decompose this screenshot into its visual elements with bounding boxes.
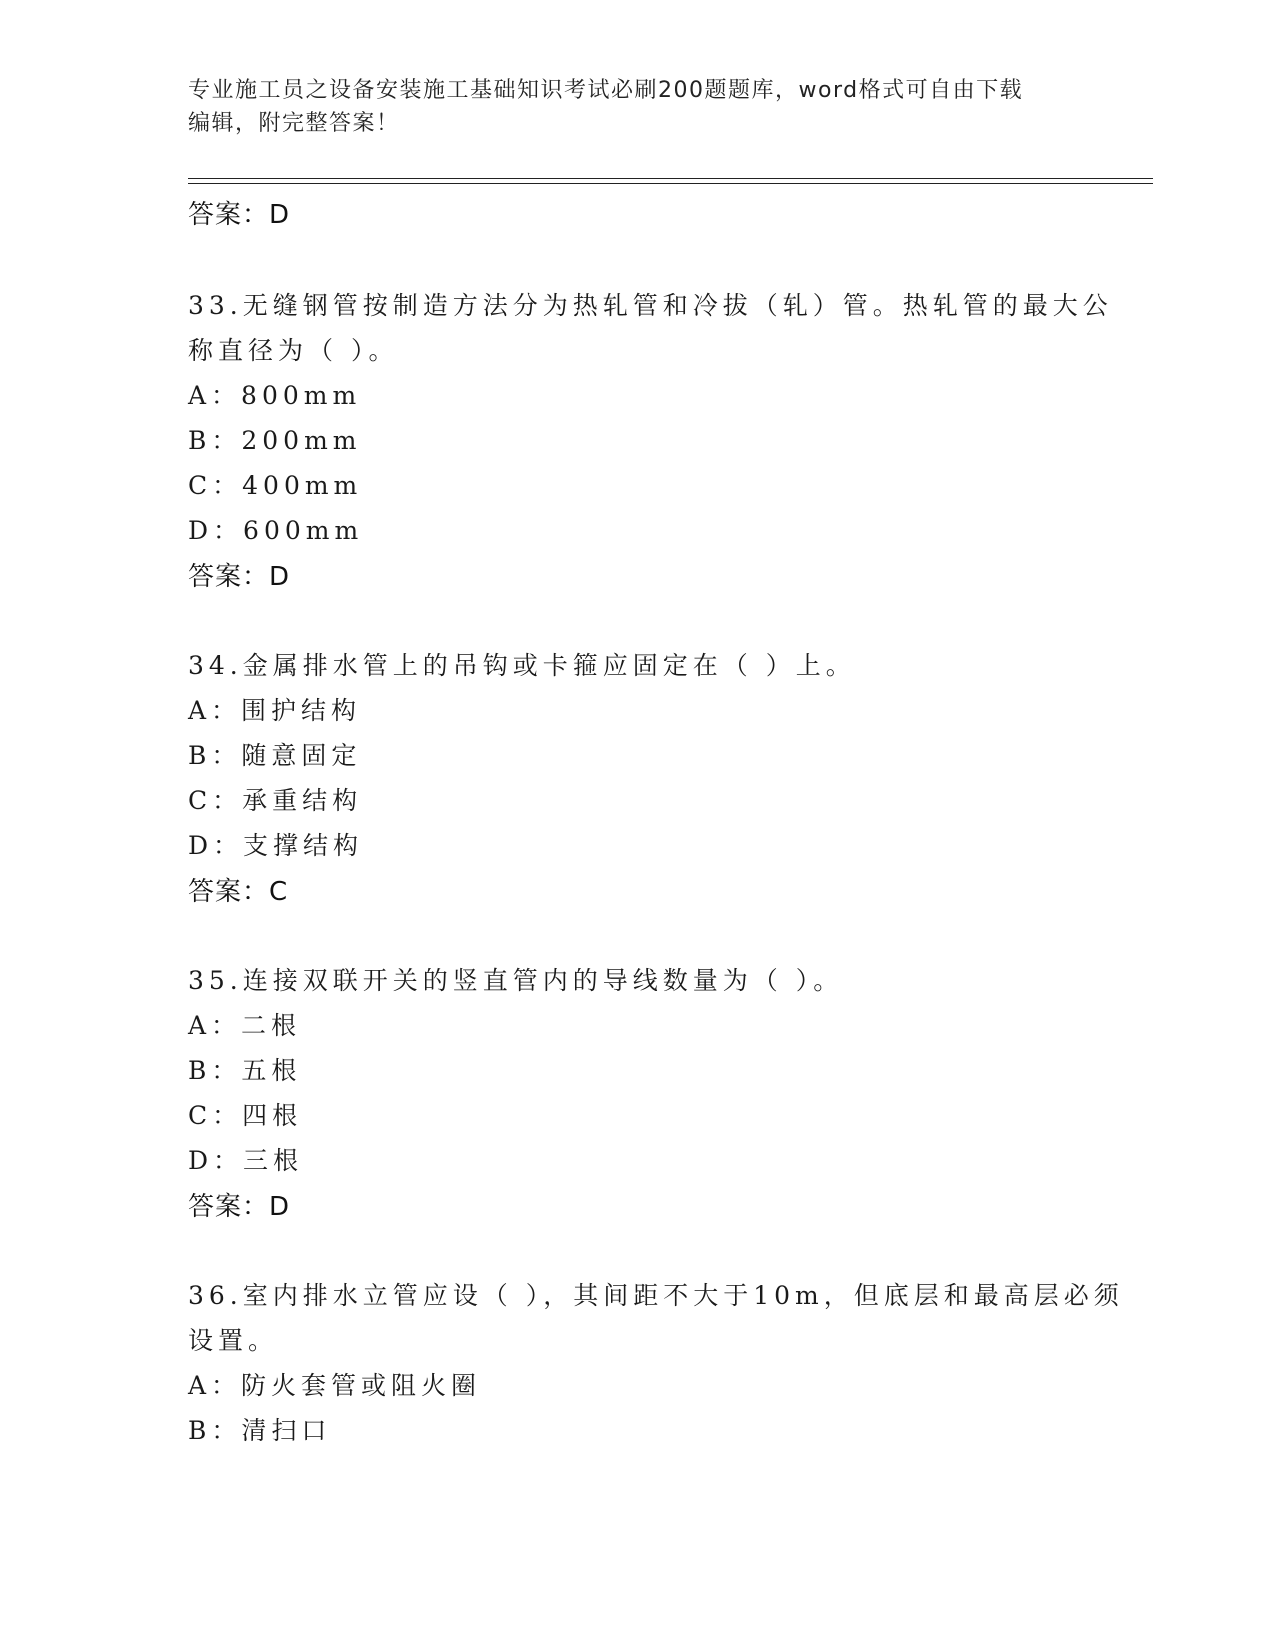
header-divider-top xyxy=(188,178,1153,179)
option-d: D：支撑结构 xyxy=(188,831,364,860)
answer-label: 答案：D xyxy=(188,200,291,230)
option-a: A：围护结构 xyxy=(188,696,362,725)
option-b: B：200mm xyxy=(188,426,362,455)
answer-label: 答案：C xyxy=(188,877,289,907)
question-stem: 33.无缝钢管按制造方法分为热轧管和冷拔（轧）管。热轧管的最大公 xyxy=(188,291,1113,320)
option-a: A：防火套管或阻火圈 xyxy=(188,1371,482,1400)
header-line-1: 专业施工员之设备安装施工基础知识考试必刷200题题库，word格式可自由下载 xyxy=(188,78,1024,103)
option-c: C：400mm xyxy=(188,471,363,500)
answer-label: 答案：D xyxy=(188,1192,291,1222)
question-stem: 34.金属排水管上的吊钩或卡箍应固定在（ ）上。 xyxy=(188,651,856,680)
header-divider-bottom xyxy=(188,183,1153,184)
option-b: B：五根 xyxy=(188,1056,302,1085)
answer-label: 答案：D xyxy=(188,562,291,592)
question-stem-continued: 称直径为（ ）。 xyxy=(188,336,399,365)
option-c: C：四根 xyxy=(188,1101,303,1130)
option-b: B：随意固定 xyxy=(188,741,362,770)
option-b: B：清扫口 xyxy=(188,1416,332,1445)
question-stem: 36.室内排水立管应设（ ），其间距不大于10m，但底层和最高层必须 xyxy=(188,1281,1124,1310)
question-stem-continued: 设置。 xyxy=(188,1326,279,1355)
document-header xyxy=(188,74,1088,140)
option-c: C：承重结构 xyxy=(188,786,363,815)
header-line-2: 编辑，附完整答案！ xyxy=(188,111,400,136)
option-d: D：600mm xyxy=(188,516,364,545)
question-stem: 35.连接双联开关的竖直管内的导线数量为（ ）。 xyxy=(188,966,844,995)
option-a: A：800mm xyxy=(188,381,362,410)
option-d: D：三根 xyxy=(188,1146,304,1175)
option-a: A：二根 xyxy=(188,1011,302,1040)
